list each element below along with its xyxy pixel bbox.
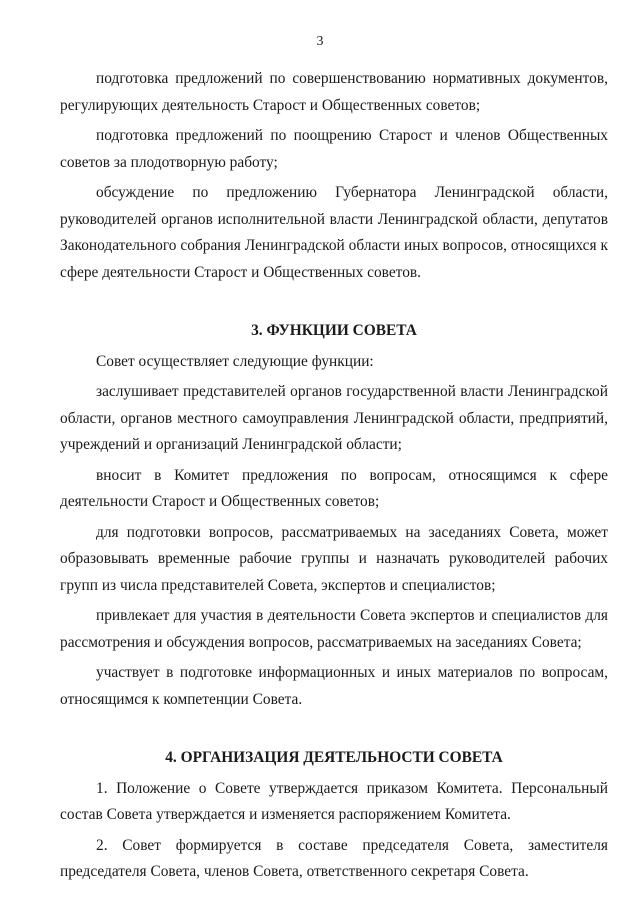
page-number: 3 [316, 34, 324, 49]
section-3-heading: 3. ФУНКЦИИ СОВЕТА [251, 322, 417, 339]
paragraph-proposals-encouragement: подготовка предложений по поощрению Старост и членов Общественных советов за плодотворную работу; [60, 127, 608, 171]
section-3-item-working-groups: для подготовки вопросов, рассматриваемых на заседаниях Совета, может образовывать временные рабочие группы и назначать руководителей рабочих групп из числа представителей Совета, экспертов и специалистов; [60, 523, 608, 594]
section-4-item-2: 2. Совет формируется в составе председателя Совета, заместителя председателя Совета, членов Совета, ответственного секретаря Совета. [60, 836, 608, 880]
section-3-item-experts: привлекает для участия в деятельности Совета экспертов и специалистов для рассмотрения и обсуждения вопросов, рассматриваемых на заседаниях Совета; [60, 607, 608, 651]
section-4-item-1: 1. Положение о Совете утверждается приказом Комитета. Персональный состав Совета утверждается и изменяется распоряжением Комитета. [60, 779, 608, 823]
section-3-intro: Совет осуществляет следующие функции: [96, 352, 374, 370]
paragraph-proposals-normative: подготовка предложений по совершенствованию нормативных документов, регулирующих деятельность Старост и Общественных советов; [60, 70, 608, 114]
section-3-item-materials: участвует в подготовке информационных и иных материалов по вопросам, относящимся к компетенции Совета. [60, 664, 608, 708]
section-3-item-proposals: вносит в Комитет предложения по вопросам, относящимся к сфере деятельности Старост и Общественных советов; [60, 466, 608, 510]
section-3-item-hearing: заслушивает представителей органов государственной власти Ленинградской области, органов местного самоуправления Ленинградской области, предприятий, учреждений и организаций Ленинградской области; [60, 383, 608, 453]
body-text [60, 66, 608, 890]
section-4-heading: 4. ОРГАНИЗАЦИЯ ДЕЯТЕЛЬНОСТИ СОВЕТА [165, 749, 503, 766]
paragraph-discussion: обсуждение по предложению Губернатора Ленинградской области, руководителей органов исполнительной власти Ленинградской области, депутатов Законодательного собрания Ленинградской области иных вопросов, относящихся к сфере деятельности Старост и Общественных советов. [60, 184, 608, 281]
